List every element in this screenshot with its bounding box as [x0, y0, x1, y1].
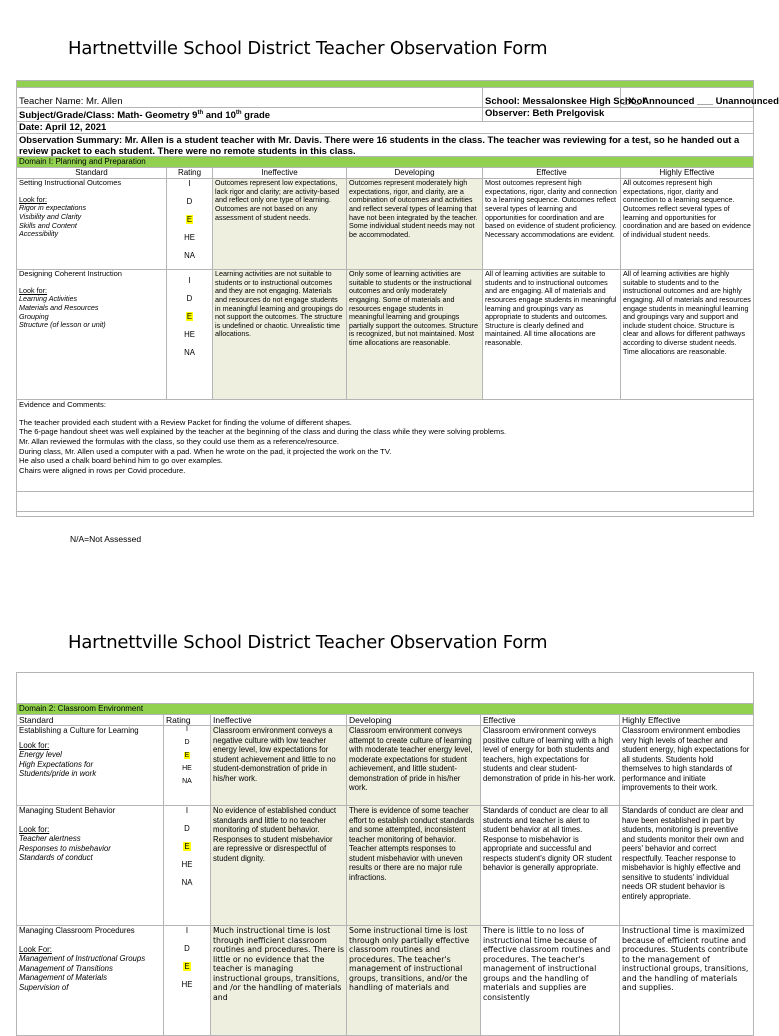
rating-options: I D E HE NA: [167, 179, 213, 270]
look-for-label: Look for:: [19, 285, 47, 295]
table-row: [17, 726, 754, 806]
school-name: School: Messalonskee High School: [483, 88, 621, 108]
look-for-label: Look For:: [19, 944, 52, 954]
developing-text: Some instructional time is lost through only partially effective classroom routines and procedures. The teacher's management of instructional groups, transitions, and/or the handling of materials and: [347, 926, 481, 1036]
look-for-items: Learning Activities Materials and Resources Grouping Structure (of lesson or unit): [19, 294, 106, 330]
standard-title: Designing Coherent Instruction: [19, 269, 122, 279]
col-standard: Standard: [17, 715, 164, 726]
observation-date: Date: April 12, 2021: [17, 122, 754, 134]
evidence-line: He also used a chalk board behind him to go over examples.: [19, 456, 223, 466]
observation-form-page2: [16, 672, 754, 1036]
header-bar: [17, 81, 754, 88]
col-ineffective: Ineffective: [211, 715, 347, 726]
page-title: Hartnettville School District Teacher Observation Form: [68, 38, 548, 59]
col-effective: Effective: [483, 168, 621, 179]
observer-name: Observer: Beth Prelgovisk: [483, 108, 754, 122]
ineffective-text: Learning activities are not suitable to students or to instructional outcomes and they are not engaging. Materials and resources do not engage students in meaningful learning and groupings do not support the outcomes. The structure is undefined or chaotic. Unrealistic time allocations.: [213, 270, 347, 400]
look-for-label: Look for:: [19, 824, 50, 834]
col-rating: Rating: [167, 168, 213, 179]
selected-rating: E: [184, 752, 190, 759]
col-effective: Effective: [481, 715, 620, 726]
page-title: Hartnettville School District Teacher Observation Form: [68, 632, 548, 653]
look-for-items: Rigor in expectations Visibility and Clarity Skills and Content Accessibility: [19, 203, 87, 239]
table-row: [17, 179, 754, 270]
developing-text: Outcomes represent moderately high expectations, rigor, and clarity, are a combination of outcomes and activities and reflect several types of learning that have not been integrated by the teacher. Some individual student needs may not be accommodated.: [347, 179, 483, 270]
developing-text: Classroom environment conveys attempt to create culture of learning with moderate teacher energy level, moderate expectations for student achievement, and little student-demonstration of pride in his/her work.: [347, 726, 481, 806]
highly-effective-text: Instructional time is maximized because of efficient routine and procedures. Students contribute to the management of instructional groups, transitions, and the handling of materials and supplies.: [620, 926, 754, 1036]
effective-text: Standards of conduct are clear to all students and teacher is alert to student behavior at all times. Response to misbehavior is appropriate and successful and respects student's dignity OR student behavior is generally appropriate.: [481, 806, 620, 926]
domain-title: Domain 2: Classroom Environment: [17, 704, 754, 715]
col-rating: Rating: [164, 715, 211, 726]
highly-effective-text: Standards of conduct are clear and have been established in part by students, monitoring is preventive and students monitor their own and peers' behavior and correct respectfully. Teacher response to misbehavior is highly effective and sensitive to students' individual needs OR student behavior is entirely appropriate.: [620, 806, 754, 926]
look-for-items: Management of Instructional Groups Management of Transitions Management of Materials Supervision of: [19, 954, 146, 992]
effective-text: Most outcomes represent high expectations, rigor, clarity and connection to a learning sequence. Outcomes reflect several types of learning and opportunities for coordination and are based on evidence of student proficiency. Necessary accommodations are evident.: [483, 179, 621, 270]
evidence-line: Chairs were aligned in rows per Covid procedure.: [19, 465, 186, 475]
standard-title: Establishing a Culture for Learning: [19, 726, 139, 735]
blank-header: [17, 673, 754, 704]
highly-effective-text: Classroom environment embodies very high levels of teacher and student energy, high expectations for all students. Students hold themselves to high standards of performance and initiate improvements to their work.: [620, 726, 754, 806]
evidence-line: The 6-page handout sheet was well explained by the teacher at the beginning of the class and during the class while they were solving problems.: [19, 427, 507, 437]
table-row: [17, 270, 754, 400]
rating-options: I D E HE NA: [167, 270, 213, 400]
ineffective-text: No evidence of established conduct standards and little to no teacher monitoring of student behavior. Responses to student misbehavior are repressive or disrespectful of student dignity.: [211, 806, 347, 926]
look-for-label: Look for:: [19, 740, 50, 750]
col-developing: Developing: [347, 715, 481, 726]
na-note: N/A=Not Assessed: [70, 534, 142, 544]
developing-text: There is evidence of some teacher effort to establish conduct standards and some attempted, inconsistent teacher monitoring of behavior. Teacher attempts responses to student misbehavior with uneven results or there are no major rule infractions.: [347, 806, 481, 926]
selected-rating: E: [186, 312, 193, 322]
look-for-label: Look for:: [19, 194, 47, 204]
developing-text: Only some of learning activities are suitable to students or the instructional outcomes and only moderately engaging. Some of materials and resources engage students in meaningful learning and groupings partially support the outcomes. Structure is recognized, but not maintained. Most time allocations are reasonable.: [347, 270, 483, 400]
evidence-line: Mr. Allan reviewed the formulas with the class, so they could use them as a reference/resource.: [19, 436, 339, 446]
observation-form-page1: [16, 80, 779, 517]
effective-text: There is little to no loss of instructional time because of effective classroom routines and procedures. The teacher's management of instructional groups and the handling of materials and supplies are consistently: [481, 926, 620, 1036]
col-developing: Developing: [347, 168, 483, 179]
look-for-items: Energy level High Expectations for Students/pride in work: [19, 750, 97, 778]
domain-title: Domain I: Planning and Preparation: [17, 157, 754, 168]
selected-rating: E: [186, 215, 193, 225]
effective-text: Classroom environment conveys positive culture of learning with a high level of energy for both students and teachers, high expectations for students and clear student-demonstration of pride in his-her work.: [481, 726, 620, 806]
announce-status: _X_ Announced ___ Unannounced: [621, 88, 754, 108]
standard-title: Managing Student Behavior: [19, 806, 116, 815]
evidence-line: During class, Mr. Allen used a computer with a pad. When he wrote on the pad, it projected the work on the TV.: [19, 446, 392, 456]
blank-row: [17, 512, 754, 517]
col-highly-effective: Highly Effective: [620, 715, 754, 726]
table-row: [17, 926, 754, 1036]
highly-effective-text: All outcomes represent high expectations, rigor, clarity and connection to a learning sequence. Outcomes reflect several types of learning and opportunities for coordination and are based on evidence of individual student needs.: [621, 179, 754, 270]
selected-rating: E: [184, 962, 190, 971]
rating-options: I D E HE NA: [164, 726, 211, 806]
ineffective-text: Outcomes represent low expectations, lack rigor and clarity; are activity-based and reflect only one type of learning. Outcomes are not based on any assessment of student needs.: [213, 179, 347, 270]
evidence-comments: [17, 400, 754, 492]
ineffective-text: Classroom environment conveys a negative culture with low teacher energy level, low expectations for student achievement and little to no student-demonstration of pride in his/her work.: [211, 726, 347, 806]
evidence-line: The teacher provided each student with a Review Packet for finding the volume of different shapes.: [19, 417, 352, 427]
rating-options: I D E HE: [164, 926, 211, 1036]
look-for-items: Teacher alertness Responses to misbehavior Standards of conduct: [19, 834, 111, 862]
blank-row: [17, 492, 754, 512]
ineffective-text: Much instructional time is lost through inefficient classroom routines and procedures. There is little or no evidence that the teacher is managing instructional groups, transitions, and /or the handling of materials and: [211, 926, 347, 1036]
observation-summary: Observation Summary: Mr. Allen is a student teacher with Mr. Davis. There were 16 students in the class. The teacher was reviewing for a test, so he handed out a review packet to each student. There were no remote students in this class.: [17, 134, 754, 157]
selected-rating: E: [184, 842, 190, 851]
highly-effective-text: All of learning activities are highly suitable to students and to the instructional outcomes and are highly engaging. All of materials and resources engage students in meaningful learning and groupings vary and support and include student choice. Structure is clear and allows for different pathways according to diverse student needs. Time allocations are reasonable.: [621, 270, 754, 400]
col-ineffective: Ineffective: [213, 168, 347, 179]
standard-title: Managing Classroom Procedures: [19, 926, 135, 935]
subject-grade: Subject/Grade/Class: Math- Geometry 9th and 10th grade: [17, 108, 483, 122]
rating-options: I D E HE NA: [164, 806, 211, 926]
effective-text: All of learning activities are suitable to students and to instructional outcomes and are engaging. All of materials and resources engage students in meaningful learning and groupings vary as appropriate to students and outcomes. Structure is clearly defined and maintained. All time allocations are reasonable.: [483, 270, 621, 400]
table-row: [17, 806, 754, 926]
evidence-title: Evidence and Comments:: [19, 400, 106, 410]
teacher-name: Teacher Name: Mr. Allen: [17, 88, 483, 108]
col-highly-effective: Highly Effective: [621, 168, 754, 179]
col-standard: Standard: [17, 168, 167, 179]
standard-title: Setting Instructional Outcomes: [19, 178, 122, 188]
